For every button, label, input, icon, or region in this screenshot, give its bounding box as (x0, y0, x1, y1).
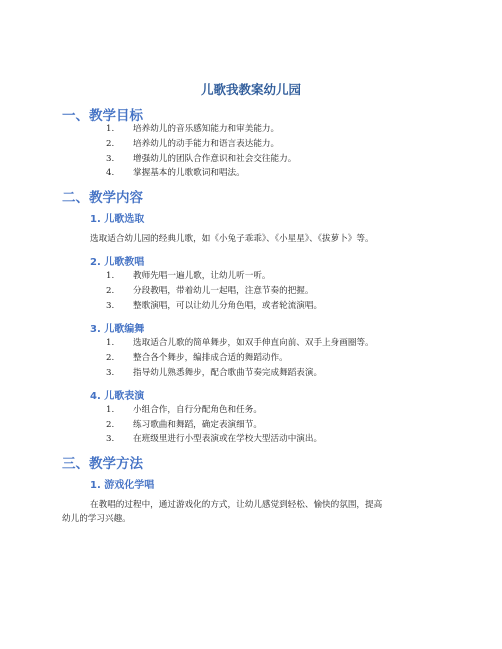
section-heading-objectives: 一、教学目标 (62, 108, 143, 124)
list-item (0, 284, 502, 298)
paragraph-line: 在教唱的过程中，通过游戏化的方式，让幼儿感觉到轻松、愉快的氛围，提高 (90, 500, 383, 510)
subsection-heading-teaching-singing: 2. 儿歌教唱 (90, 257, 145, 268)
list-item-number: 1. (106, 124, 115, 134)
list-item-number: 4. (106, 168, 115, 178)
list-item-text: 整歌演唱，可以让幼儿分角色唱，或者轮流演唱。 (133, 301, 323, 311)
list-item-text: 指导幼儿熟悉舞步，配合歌曲节奏完成舞蹈表演。 (133, 368, 323, 378)
list-item (0, 269, 502, 283)
list-item-number: 2. (106, 420, 115, 430)
list-item-number: 3. (106, 368, 115, 378)
section-heading-content: 二、教学内容 (62, 190, 143, 206)
list-item-text: 选取适合儿歌的简单舞步，如双手伸直向前、双手上身画圈等。 (133, 338, 374, 348)
list-item-text: 整合各个舞步，编排成合适的舞蹈动作。 (133, 353, 288, 363)
section-heading-methods: 三、教学方法 (62, 456, 143, 472)
list-item-text: 教师先唱一遍儿歌，让幼儿听一听。 (133, 271, 271, 281)
list-item-number: 3. (106, 301, 115, 311)
list-item-number: 2. (106, 139, 115, 149)
list-item-number: 2. (106, 353, 115, 363)
list-item (0, 137, 502, 151)
paragraph: 选取适合幼儿园的经典儿歌，如《小兔子乖乖》、《小星星》、《拔萝卜》等。 (90, 234, 374, 244)
list-item (0, 432, 502, 446)
subsection-heading-song-selection: 1. 儿歌选取 (90, 214, 145, 225)
list-item-text: 分段教唱，带着幼儿一起唱，注意节奏的把握。 (133, 286, 314, 296)
list-item (0, 122, 502, 136)
paragraph-line: 幼儿的学习兴趣。 (62, 514, 131, 524)
list-item (0, 366, 502, 380)
list-item (0, 418, 502, 432)
list-item-number: 2. (106, 286, 115, 296)
list-item-number: 3. (106, 434, 115, 444)
list-item (0, 336, 502, 350)
list-item-number: 1. (106, 405, 115, 415)
list-item-number: 1. (106, 271, 115, 281)
list-item-text: 增强幼儿的团队合作意识和社会交往能力。 (133, 154, 297, 164)
list-item-number: 3. (106, 154, 115, 164)
list-item-number: 1. (106, 338, 115, 348)
list-item-text: 培养幼儿的音乐感知能力和审美能力。 (133, 124, 280, 134)
list-item (0, 299, 502, 313)
subsection-heading-performance: 4. 儿歌表演 (90, 391, 145, 402)
list-item-text: 培养幼儿的动手能力和语言表达能力。 (133, 139, 280, 149)
list-item (0, 403, 502, 417)
list-item-text: 掌握基本的儿歌歌词和唱法。 (133, 168, 245, 178)
subsection-heading-choreography: 3. 儿歌编舞 (90, 324, 145, 335)
list-item-text: 练习歌曲和舞蹈，确定表演细节。 (133, 420, 262, 430)
list-item-text: 在班级里进行小型表演或在学校大型活动中演出。 (133, 434, 323, 444)
subsection-heading-game-learning: 1. 游戏化学唱 (90, 480, 155, 491)
list-item (0, 166, 502, 180)
list-item (0, 351, 502, 365)
list-item-text: 小组合作，自行分配角色和任务。 (133, 405, 262, 415)
page-title: 儿歌我教案幼儿园 (200, 82, 301, 97)
list-item (0, 152, 502, 166)
